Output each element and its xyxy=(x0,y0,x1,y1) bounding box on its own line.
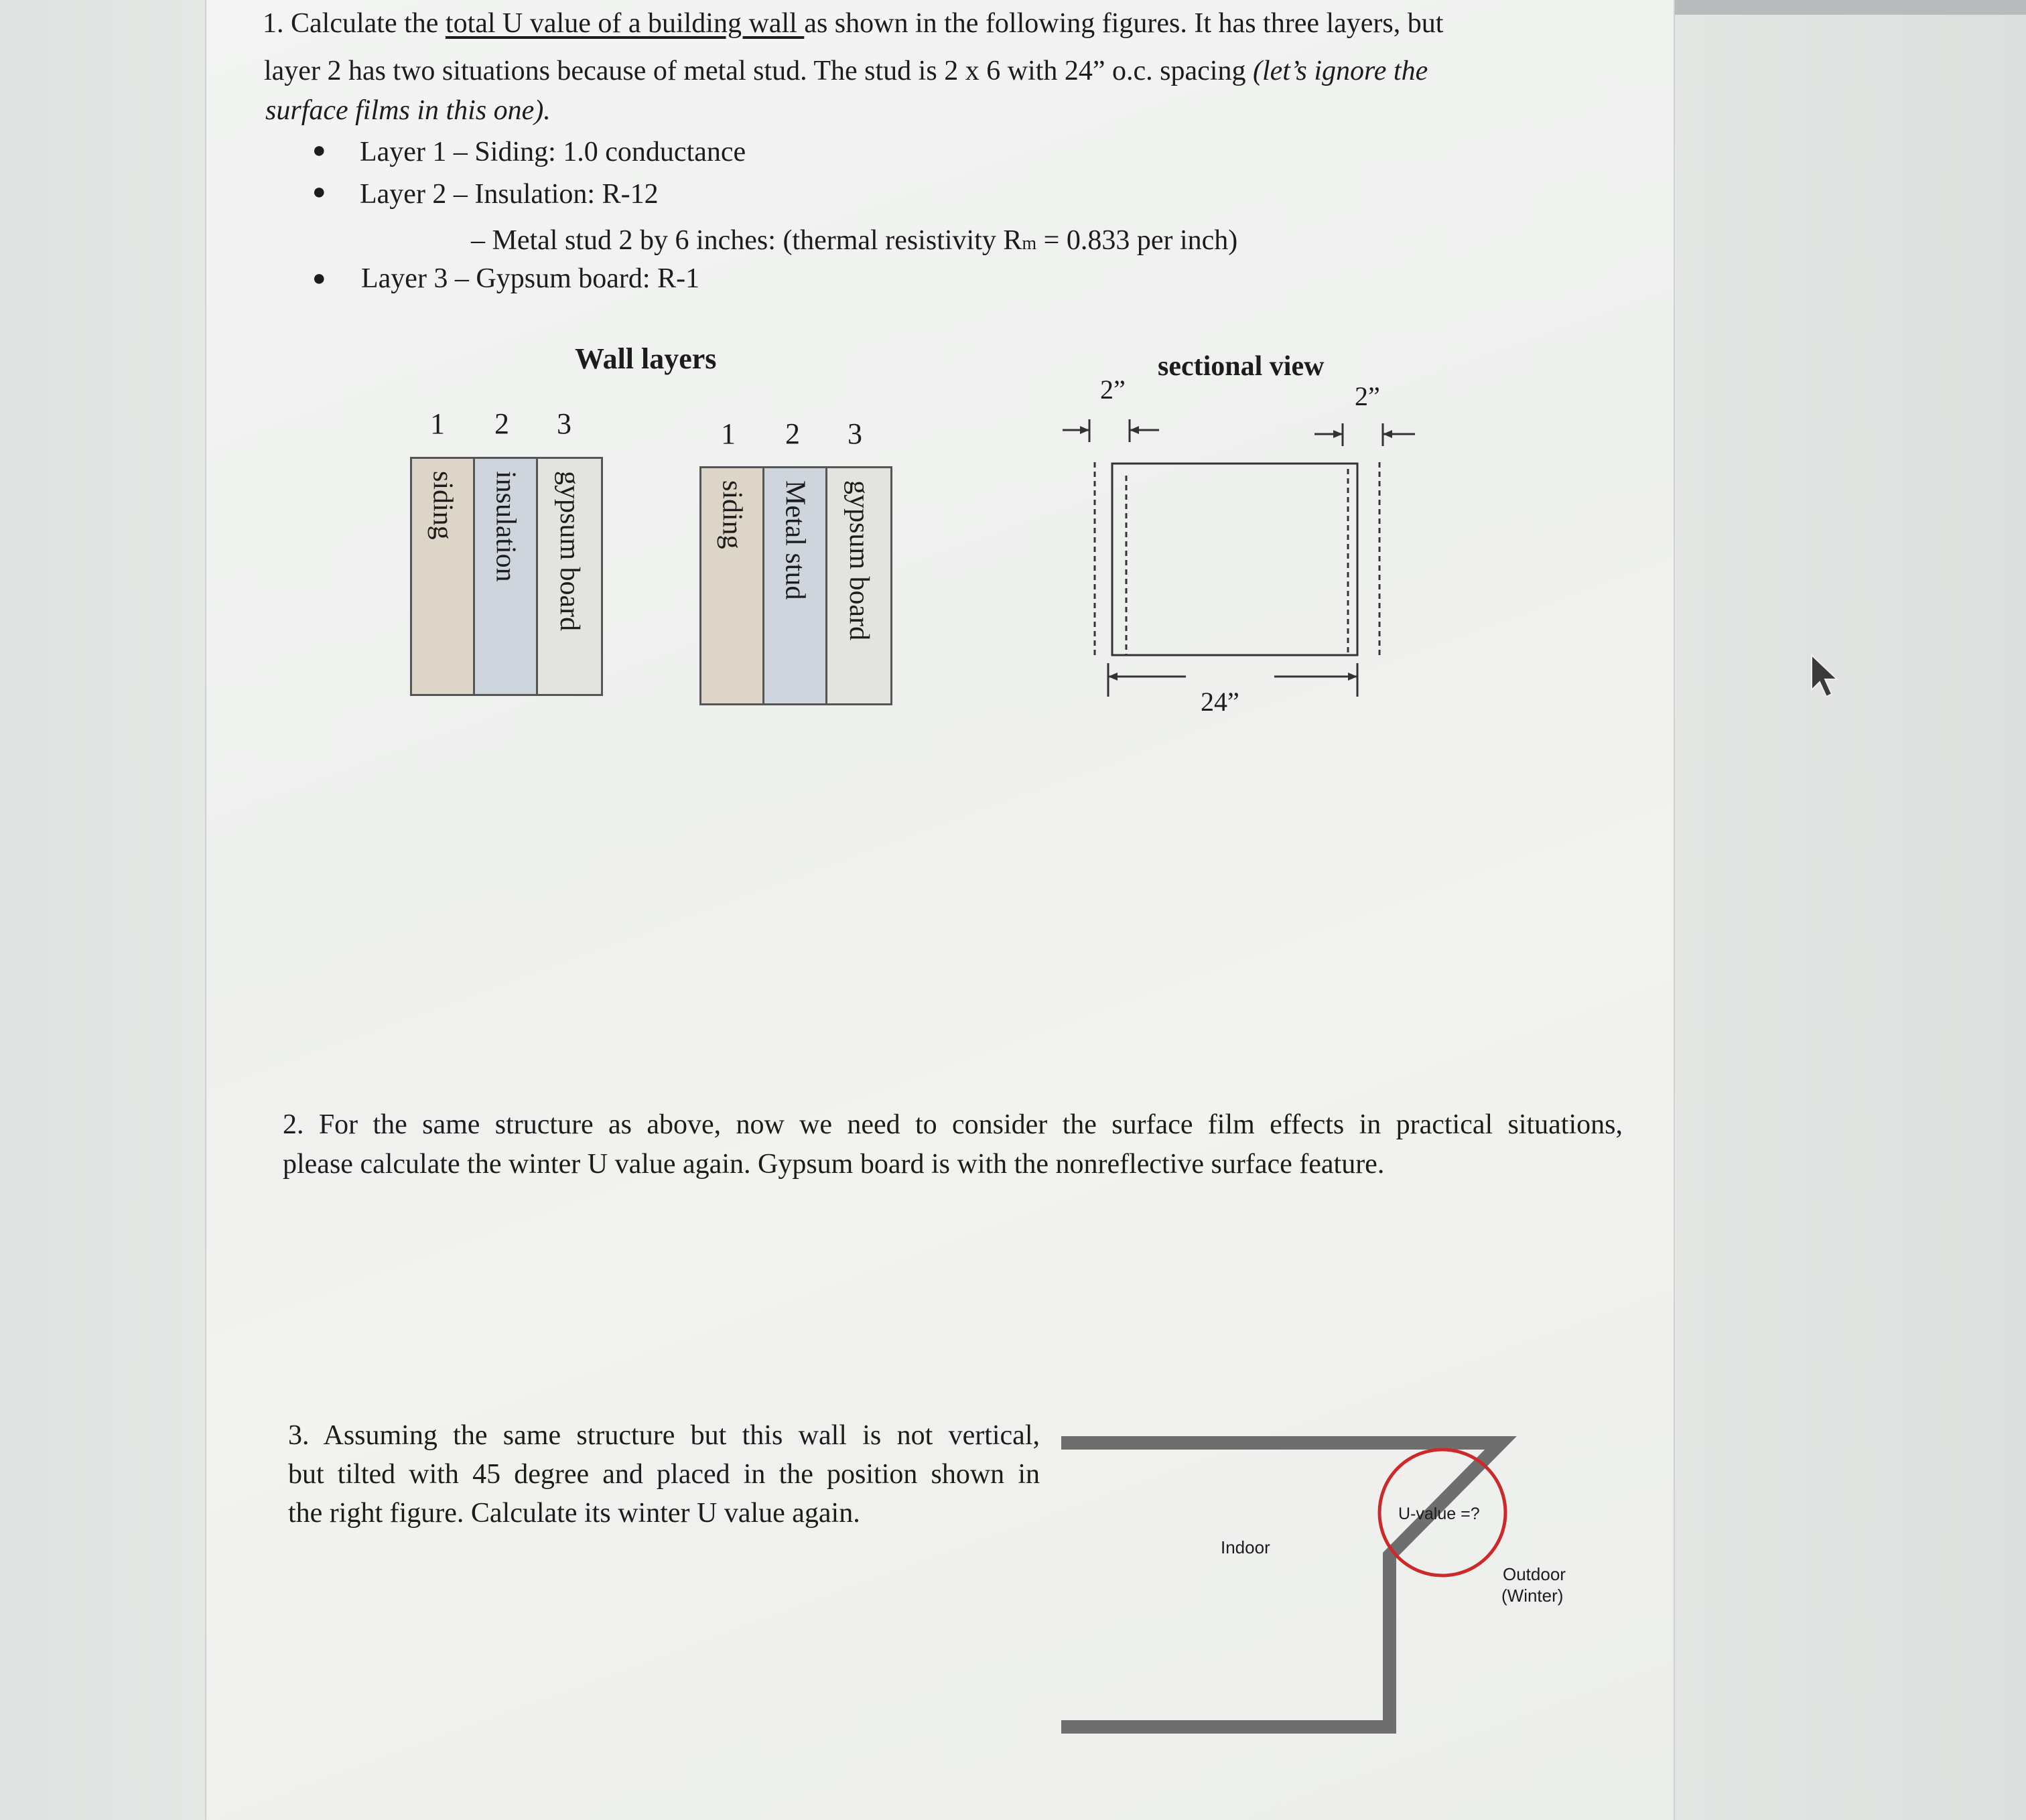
insulation-label: insulation xyxy=(490,471,521,582)
tilted-wall-outline xyxy=(1061,1443,1501,1727)
right-layer-number-2: 2 xyxy=(785,417,800,450)
q3-line-2: but tilted with 45 degree and placed in the position shown in xyxy=(288,1459,1040,1490)
outdoor-label: Outdoor xyxy=(1503,1564,1566,1584)
stud-gypsum-label: gypsum board xyxy=(843,480,874,641)
q2-line-2: please calculate the winter U value again. Gypsum board is with the nonreflective surface feature. xyxy=(283,1149,1385,1180)
q1-line-1-end: as shown in the following figures. It has three layers, but xyxy=(804,8,1444,39)
bullet-dot-2: ● xyxy=(312,180,326,204)
metal-stud-text: – Metal stud 2 by 6 inches: (thermal resistivity R xyxy=(471,225,1022,256)
bullet-dot-3: ● xyxy=(312,266,326,291)
metal-stud-value: = 0.833 per inch) xyxy=(1036,225,1238,256)
bullet-dot-1: ● xyxy=(312,138,326,163)
right-layer-number-1: 1 xyxy=(721,417,736,450)
bullet-1: Layer 1 – Siding: 1.0 conductance xyxy=(360,137,746,167)
q1-underlined-phrase: total U value of a building wall xyxy=(445,8,805,39)
mouse-cursor-icon xyxy=(1809,655,1842,702)
indoor-label: Indoor xyxy=(1221,1537,1270,1557)
siding-label: siding xyxy=(427,471,458,540)
stud-siding-label: siding xyxy=(716,480,748,549)
gypsum-label: gypsum board xyxy=(554,471,585,632)
stud-spacing-dimension: 24” xyxy=(1201,687,1239,717)
right-layer-number-3: 3 xyxy=(848,417,862,450)
resistivity-subscript: m xyxy=(1022,233,1037,254)
left-layer-number-2: 2 xyxy=(494,407,509,440)
left-layer-number-3: 3 xyxy=(557,407,571,440)
q1-line-2-text: layer 2 has two situations because of metal stud. The stud is 2 x 6 with 24” o.c. spacing xyxy=(264,56,1246,86)
left-stud-dimension: 2” xyxy=(1100,374,1126,405)
q3-line-3: the right figure. Calculate its winter U value again. xyxy=(288,1498,860,1529)
bullet-2: Layer 2 – Insulation: R-12 xyxy=(360,179,659,210)
q1-line-3-italic: surface films in this one). xyxy=(265,95,551,126)
sectional-view-title: sectional view xyxy=(1158,351,1325,382)
q1-line-2-italic: (let’s ignore the xyxy=(1245,56,1428,86)
right-stud-dimension: 2” xyxy=(1355,381,1380,411)
bullet-3: Layer 3 – Gypsum board: R-1 xyxy=(361,263,700,294)
left-layer-number-1: 1 xyxy=(430,407,445,440)
q3-line-1: 3. Assuming the same structure but this wall is not vertical, xyxy=(288,1420,1040,1451)
metal-stud-label: Metal stud xyxy=(779,480,811,600)
winter-label: (Winter) xyxy=(1501,1586,1564,1606)
q2-line-1: 2. For the same structure as above, now we need to consider the surface film effects in practical situations, xyxy=(283,1109,1623,1140)
u-value-label: U-value =? xyxy=(1398,1504,1480,1523)
wall-layers-title: Wall layers xyxy=(575,342,717,375)
q1-line-1-start: 1. Calculate the xyxy=(263,8,446,39)
